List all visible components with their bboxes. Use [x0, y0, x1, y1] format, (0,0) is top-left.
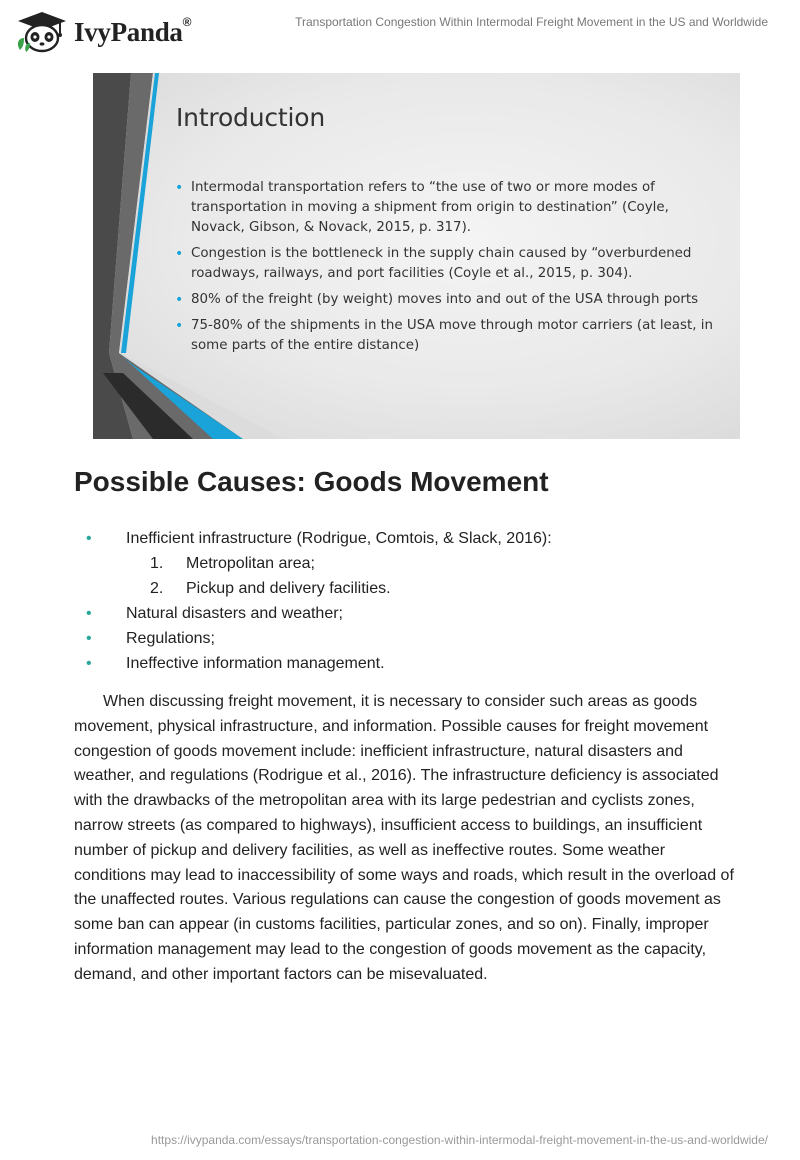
logo-text: IvyPanda®: [74, 14, 192, 47]
list-item: • Inefficient infrastructure (Rodrigue, Comtois, & Slack, 2016):: [86, 526, 726, 551]
bullet-dot-icon: •: [175, 292, 184, 308]
bullet-dot-icon: •: [175, 180, 184, 196]
sub-list-item: 1. Metropolitan area;: [150, 555, 315, 572]
bullet-dot-icon: •: [86, 530, 92, 547]
slide-image: [93, 73, 740, 439]
sub-list: [126, 551, 726, 601]
list-item: • Ineffective information management.: [86, 651, 726, 676]
panda-graduate-icon: [14, 10, 70, 54]
causes-list: [86, 526, 726, 676]
slide-bullet: • Intermodal transportation refers to “the use of two or more modes of transportation in moving a shipment from origin to destination” (Coyle, Novack, Gibson, & Novack, 2015, p. 317).: [175, 180, 669, 235]
bullet-dot-icon: •: [175, 318, 184, 334]
slide-title: Introduction: [176, 103, 325, 132]
slide-bullet-list: [175, 178, 720, 362]
list-item: • Regulations;: [86, 626, 726, 651]
body-paragraph: When discussing freight movement, it is necessary to consider such areas as goods movement, physical infrastructure, and information. Possible causes for freight movement congestion of goods movement include: inefficient infrastructure, natural disasters and weather, and regulations (Rodrigue et al., 2016). The infrastructure deficiency is associated with the drawbacks of the metropolitan area with its large pedestrian and cyclists zones, narrow streets (as compared to highways), insufficient access to buildings, an insufficient number of pickup and delivery facilities, as well as ineffective routes. Some weather conditions may lead to inaccessibility of some ways and roads, which result in the overload of the unaffected routes. Various regulations can cause the congestion of goods movement as some ban can appear (in customs facilities, particular zones, and so on). Finally, improper information management may lead to the congestion of goods movement as the capacity, demand, and other important factors can be misevaluated.: [74, 693, 734, 983]
footer-url[interactable]: https://ivypanda.com/essays/transportation-congestion-within-intermodal-freight-movement-in-the-us-and-worldwide/: [151, 1133, 768, 1147]
bullet-dot-icon: •: [86, 630, 92, 647]
sub-list-container: [86, 551, 726, 601]
bullet-dot-icon: •: [86, 605, 92, 622]
sub-list-item: 2. Pickup and delivery facilities.: [150, 580, 391, 597]
document-title: Transportation Congestion Within Intermodal Freight Movement in the US and Worldwide: [295, 15, 768, 29]
site-logo[interactable]: [14, 10, 191, 54]
list-item: • Natural disasters and weather;: [86, 601, 726, 626]
slide-bullet: • 80% of the freight (by weight) moves into and out of the USA through ports: [175, 292, 699, 308]
bullet-dot-icon: •: [175, 246, 184, 262]
slide-bullet: • Congestion is the bottleneck in the supply chain caused by “overburdened roadways, railways, and port facilities (Coyle et al., 2015, p. 304).: [175, 246, 692, 281]
section-heading: Possible Causes: Goods Movement: [74, 466, 549, 497]
slide-bullet: • 75-80% of the shipments in the USA move through motor carriers (at least, in some parts of the entire distance): [175, 318, 713, 353]
bullet-dot-icon: •: [86, 655, 92, 672]
